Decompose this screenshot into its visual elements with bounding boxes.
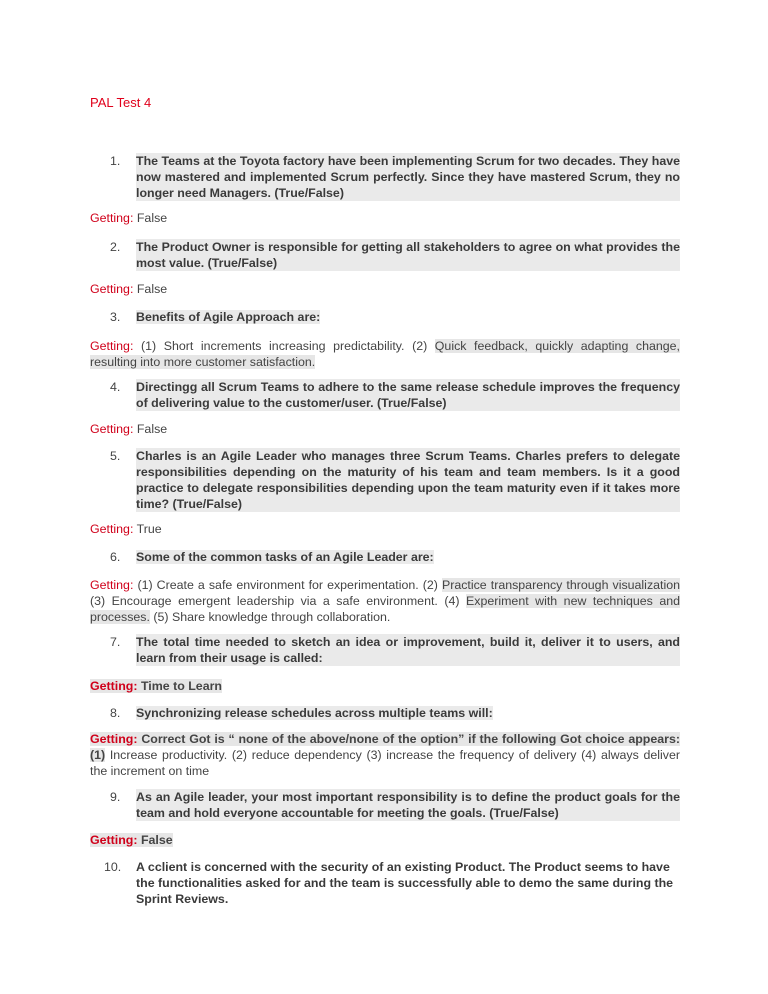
answer-label: Getting: <box>90 422 134 436</box>
answer-label: Getting: <box>90 339 134 353</box>
answer-9 <box>90 832 680 848</box>
answer-label: Getting: <box>90 578 134 592</box>
answer-highlight <box>90 679 222 693</box>
question-2 <box>90 239 680 271</box>
question-text: The Product Owner is responsible for getting all stakeholders to agree on what provides the most value. (True/False) <box>136 240 680 270</box>
question-10 <box>90 859 680 907</box>
answer-text: (3) Encourage emergent leadership via a safe environment. (4) <box>90 594 466 608</box>
answer-3 <box>90 338 680 370</box>
answer-text: Time to Learn <box>140 679 222 693</box>
answer-text: (1) Create a safe environment for experimentation. (2) <box>137 578 442 592</box>
question-highlight: Some of the common tasks of an Agile Leader are: <box>136 550 434 564</box>
answer-text: False <box>136 422 168 436</box>
question-1 <box>90 153 680 201</box>
question-3 <box>90 309 680 325</box>
question-number: 9. <box>110 790 121 804</box>
question-highlight: Benefits of Agile Approach are: <box>136 310 321 324</box>
answer-7 <box>90 678 680 694</box>
answer-8 <box>90 731 680 779</box>
question-number: 2. <box>110 240 121 254</box>
answer-label: Getting: <box>90 833 138 847</box>
question-text: A cclient is concerned with the security of an existing Product. The Product seems to have the functionalities asked for and the team is successfully able to demo the same during the Sprint Reviews. <box>136 860 674 906</box>
answer-label: Getting: <box>90 522 134 536</box>
question-number: 8. <box>110 706 121 720</box>
question-text: As an Agile leader, your most important responsibility is to define the product goals for the team and hold everyone accountable for meeting the goals. (True/False) <box>136 790 680 820</box>
answer-highlight: Practice transparency through visualization <box>441 578 681 592</box>
question-number: 5. <box>110 449 121 463</box>
question-text <box>136 705 680 721</box>
question-text: The total time needed to sketch an idea or improvement, build it, deliver it to users, and learn from their usage is called: <box>136 635 680 665</box>
question-text <box>136 309 680 325</box>
question-number: 6. <box>110 550 121 564</box>
answer-1 <box>90 210 680 226</box>
answer-label: Getting: <box>90 732 138 746</box>
question-number: 10. <box>104 860 122 874</box>
answer-5 <box>90 521 680 537</box>
answer-label: Getting: <box>90 679 138 693</box>
question-text: Charles is an Agile Leader who manages three Scrum Teams. Charles prefers to delegate responsibilities depending on the maturity of his team and team members. Is it a good practice to delegate responsibilities depending upon the team maturity even if it takes more time? (True/False) <box>136 449 680 511</box>
question-number: 1. <box>110 154 121 168</box>
answer-bold-text: Correct Got is “ none of the above/none of the option” if the following Got choice appears: (1) <box>90 732 680 762</box>
answer-6 <box>90 577 680 625</box>
answer-text: Increase productivity. (2) reduce dependency (3) increase the frequency of delivery (4) always deliver the increment on time <box>90 748 680 778</box>
question-7 <box>90 634 680 666</box>
question-number: 7. <box>110 635 121 649</box>
answer-label: Getting: <box>90 282 134 296</box>
answer-2 <box>90 281 680 297</box>
question-text <box>136 549 680 565</box>
answer-text: False <box>136 211 168 225</box>
question-text: The Teams at the Toyota factory have been implementing Scrum for two decades. They have now mastered and implemented Scrum perfectly. Since they have mastered Scrum, they no longer need Managers. (True/False) <box>136 154 680 200</box>
question-highlight: Synchronizing release schedules across multiple teams will: <box>136 706 493 720</box>
question-number: 3. <box>110 310 121 324</box>
answer-4 <box>90 421 680 437</box>
answer-text: (5) Share knowledge through collaboration. <box>149 610 391 624</box>
question-8 <box>90 705 680 721</box>
answer-label: Getting: <box>90 211 134 225</box>
page-title: PAL Test 4 <box>90 95 152 110</box>
question-5 <box>90 448 680 512</box>
answer-highlight: Quick feedback, quickly adapting change, resulting into more customer satisfaction. <box>90 339 680 369</box>
answer-highlight <box>90 833 173 847</box>
answer-text: False <box>140 833 173 847</box>
question-text: Directingg all Scrum Teams to adhere to the same release schedule improves the frequency of delivering value to the customer/user. (True/False) <box>136 380 680 410</box>
answer-text: True <box>136 522 162 536</box>
question-4 <box>90 379 680 411</box>
answer-text: False <box>136 282 168 296</box>
question-6 <box>90 549 680 565</box>
answer-text: (1) Short increments increasing predictability. (2) <box>140 339 435 353</box>
question-9 <box>90 789 680 821</box>
answer-highlight: Experiment with new techniques and processes. <box>90 594 681 624</box>
question-number: 4. <box>110 380 121 394</box>
